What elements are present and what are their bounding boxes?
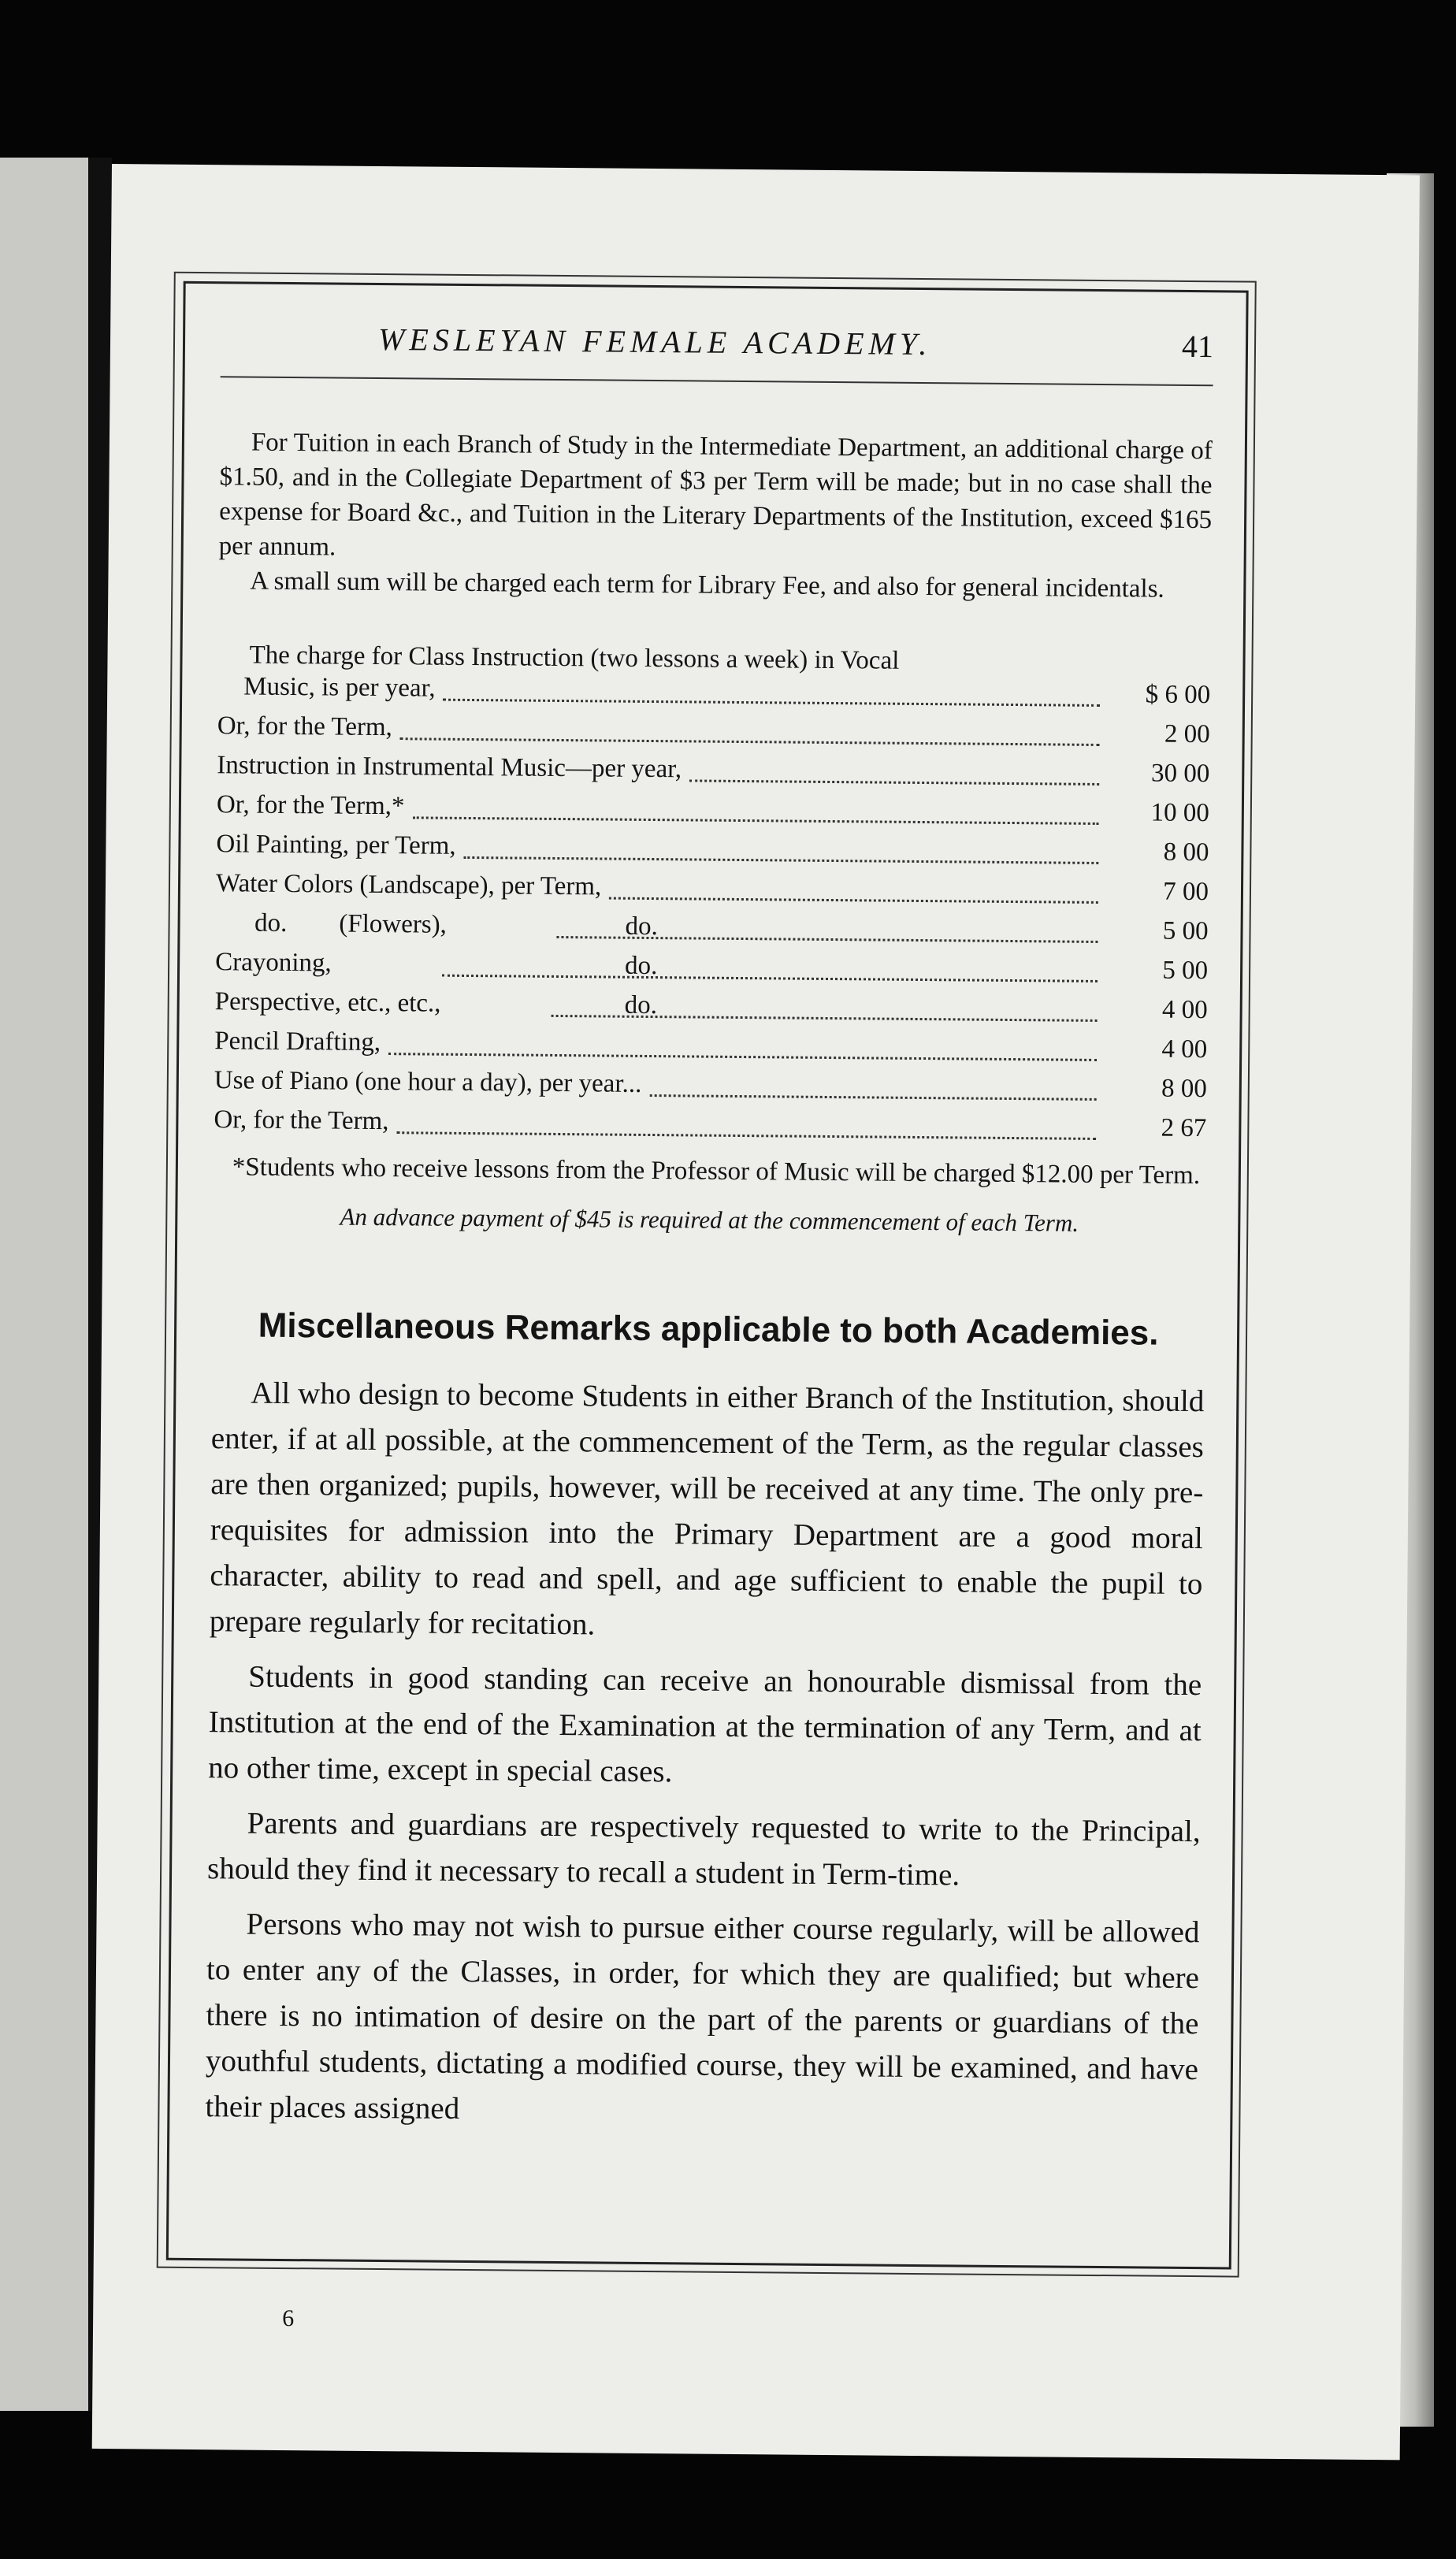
book-page — [92, 164, 1420, 2460]
remark-paragraph: Persons who may not wish to pursue either course regularly, will be allowed to enter any of the Classes, in order, for which they are qualified; but where there is no intimation of desire on the part of the parents or guardians of the youthful students, dictating a modified course, they will be examined, and have their places assigned — [205, 1907, 1200, 2126]
fee-amount: 7 00 — [1163, 877, 1209, 907]
fee-amount: 5 00 — [1162, 916, 1209, 946]
fee-label: Or, for the Term, — [214, 1105, 389, 1136]
fee-row — [214, 1105, 1206, 1153]
dot-leader — [463, 856, 1098, 864]
remark-paragraph: Parents and guardians are respectively requested to write to the Principal, should they find it necessary to recall a student in Term-time. — [206, 1806, 1201, 1892]
fee-amount: 5 00 — [1162, 956, 1209, 986]
fee-rows — [214, 672, 1210, 1153]
music-footnote: *Students who receive lessons from the Professor of Music will be charged $12.00 per Term. — [232, 1153, 1201, 1190]
fee-label: Use of Piano (one hour a day), per year... — [214, 1066, 642, 1098]
fee-amount: 8 00 — [1161, 1074, 1207, 1104]
ditto-mark: do. — [625, 912, 658, 942]
fee-label: Or, for the Term,* — [216, 790, 405, 821]
dot-leader — [649, 1094, 1097, 1101]
remark-paragraph: Students in good standing can receive an honourable dismissal from the Institution at the end of the Examination at the termination of any Term, and at no other time, except in special cases. — [208, 1659, 1202, 1789]
fee-label: Pencil Drafting, — [214, 1027, 381, 1057]
dot-leader — [412, 815, 1098, 825]
fee-label: Oil Painting, per Term, — [216, 830, 456, 860]
fee-amount: 10 00 — [1150, 798, 1210, 828]
signature-mark: 6 — [282, 2305, 295, 2332]
tuition-intro — [218, 425, 1213, 607]
dot-leader — [609, 897, 1098, 904]
dot-leader — [689, 778, 1099, 786]
page-number: 41 — [1181, 328, 1214, 365]
fee-amount: 2 67 — [1161, 1113, 1207, 1143]
remarks — [205, 1370, 1204, 2148]
advance-payment-note: An advance payment of $45 is required at the commencement of each Term. — [340, 1202, 1079, 1237]
facing-page-edge — [0, 158, 88, 2411]
dot-leader — [388, 1052, 1097, 1061]
ditto-mark: do. — [624, 990, 658, 1020]
fee-amount: 4 00 — [1161, 995, 1208, 1025]
tuition-paragraph: For Tuition in each Branch of Study in the Intermediate Department, an additional charge of $1.50, and in the Collegiate Department of $3 per Term will be made; but in no case shall the expense for Board &c., and Tuition in the Literary Departments of the Institution, exceed $165 per annum. — [218, 428, 1213, 562]
fee-label: Perspective, etc., etc., — [214, 987, 441, 1018]
fee-schedule-title: The charge for Class Instruction (two lessons a week) in Vocal — [249, 641, 900, 675]
fee-amount: 4 00 — [1161, 1034, 1208, 1064]
dot-leader — [443, 698, 1100, 707]
dot-leader — [400, 737, 1100, 746]
fee-label: Water Colors (Landscape), per Term, — [215, 869, 602, 901]
page-header — [221, 313, 1214, 377]
section-heading: Miscellaneous Remarks applicable to both Academies. — [258, 1305, 1159, 1353]
library-fee-paragraph: A small sum will be charged each term for Library Fee, and also for general incidentals. — [250, 566, 1164, 604]
remark-paragraph: All who design to become Students in either Branch of the Institution, should enter, if at all possible, at the commencement of the Term, as the regular classes are then organized; pupils, however, will be received at any time. The only pre-requisites for admission into the Primary Department are a good moral character, ability to read and spell, and age sufficient to enable the pupil to prepare regularly for recitation. — [209, 1376, 1205, 1642]
fee-amount: 30 00 — [1150, 759, 1210, 789]
running-title: WESLEYAN FEMALE ACADEMY. — [377, 321, 932, 362]
fee-amount: 8 00 — [1163, 838, 1209, 867]
fee-schedule — [213, 637, 1211, 1239]
fee-label: Instruction in Instrumental Music—per year, — [217, 751, 682, 784]
fee-amount: $ 6 00 — [1145, 680, 1211, 710]
dot-leader — [442, 974, 1098, 982]
fee-label: Crayoning, — [215, 948, 332, 978]
ditto-mark: do. — [624, 951, 658, 981]
fee-label: do. (Flowers), — [215, 908, 448, 939]
fee-amount: 2 00 — [1164, 719, 1210, 749]
dot-leader — [396, 1131, 1096, 1140]
fee-label: Music, is per year, — [217, 672, 436, 703]
fee-label: Or, for the Term, — [217, 711, 393, 742]
